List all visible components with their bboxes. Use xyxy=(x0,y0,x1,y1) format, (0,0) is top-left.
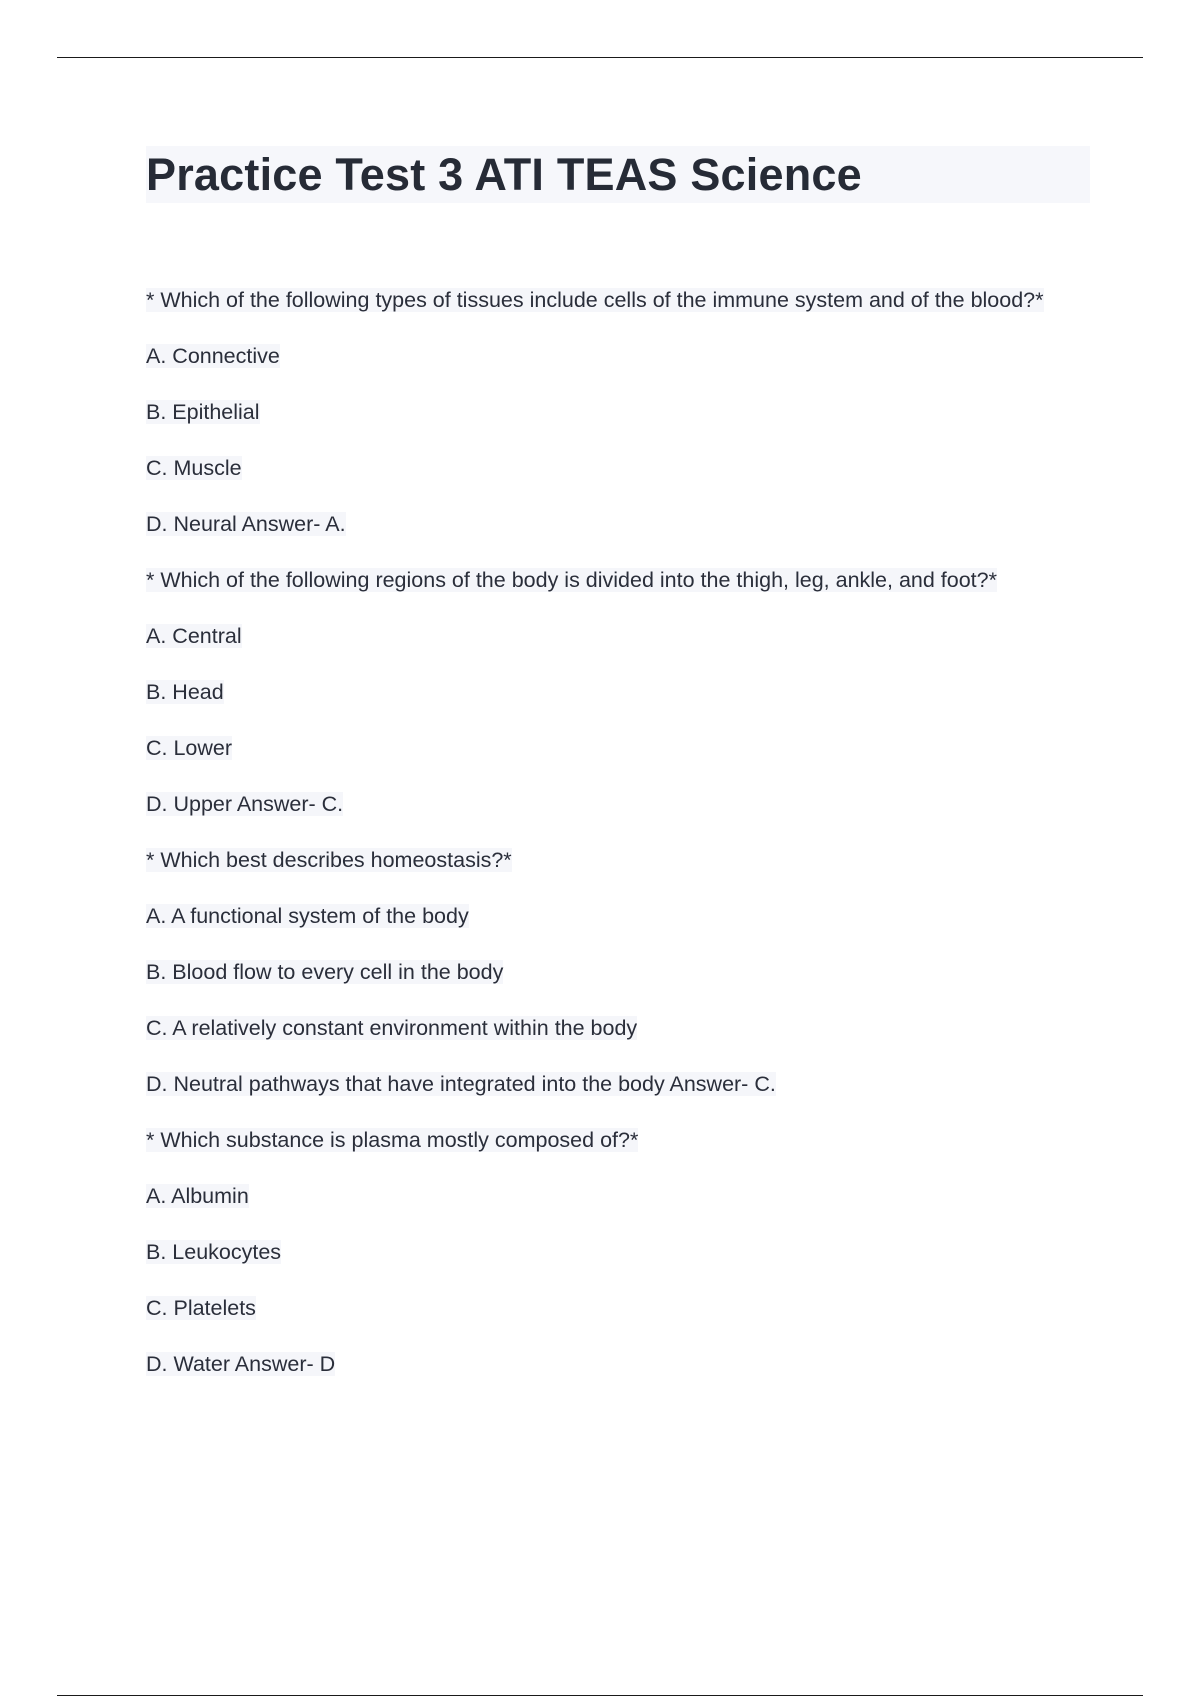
question-prompt: * Which of the following types of tissues include cells of the immune system and of the blood?* xyxy=(146,288,1044,312)
answer-option: A. Connective xyxy=(146,344,280,368)
page-title: Practice Test 3 ATI TEAS Science xyxy=(146,148,862,200)
answer-option: A. A functional system of the body xyxy=(146,904,469,928)
answer-option: B. Head xyxy=(146,680,224,704)
answer-option: A. Central xyxy=(146,624,242,648)
answer-option: D. Upper Answer- C. xyxy=(146,792,344,816)
answer-option: C. Platelets xyxy=(146,1296,256,1320)
answer-option: D. Neural Answer- A. xyxy=(146,512,346,536)
answer-option: D. Neutral pathways that have integrated into the body Answer- C. xyxy=(146,1072,776,1096)
answer-option: C. Lower xyxy=(146,736,233,760)
question-block xyxy=(146,566,1090,818)
answer-option: D. Water Answer- D xyxy=(146,1352,336,1376)
answer-option: B. Epithelial xyxy=(146,400,260,424)
question-block xyxy=(146,846,1090,1098)
question-prompt: * Which of the following regions of the body is divided into the thigh, leg, ankle, and foot?* xyxy=(146,568,997,592)
title-block xyxy=(146,146,1090,203)
document-body xyxy=(146,146,1090,1406)
top-rule xyxy=(57,57,1143,58)
bottom-rule xyxy=(57,1695,1143,1696)
question-block xyxy=(146,286,1090,538)
answer-option: A. Albumin xyxy=(146,1184,249,1208)
question-block xyxy=(146,1126,1090,1378)
answer-option: C. A relatively constant environment within the body xyxy=(146,1016,638,1040)
question-prompt: * Which best describes homeostasis?* xyxy=(146,848,512,872)
answer-option: C. Muscle xyxy=(146,456,242,480)
answer-option: B. Leukocytes xyxy=(146,1240,282,1264)
question-prompt: * Which substance is plasma mostly composed of?* xyxy=(146,1128,639,1152)
answer-option: B. Blood flow to every cell in the body xyxy=(146,960,504,984)
question-list xyxy=(146,286,1090,1378)
